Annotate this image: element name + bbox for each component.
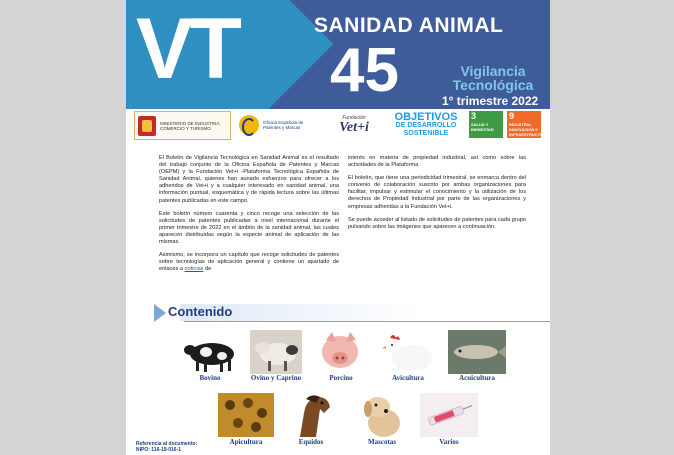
animal-label: Varios — [439, 438, 459, 446]
sdg3-number: 3 — [471, 111, 477, 121]
logo-strip — [126, 111, 550, 139]
animal-label: Avicultura — [392, 374, 424, 382]
animal-mascotas[interactable] — [354, 393, 410, 447]
header-banner — [126, 0, 550, 109]
animal-label: Mascotas — [368, 438, 396, 446]
reference-label: Referencia al documento: — [136, 441, 198, 447]
animal-label: Equidos — [298, 438, 324, 446]
cow-image — [178, 330, 242, 374]
text-column-left — [159, 155, 339, 279]
vet-text: Vet+i — [339, 120, 369, 135]
bulletin-page — [126, 0, 550, 455]
animal-bovino[interactable] — [178, 330, 242, 385]
text-column-right — [348, 155, 526, 237]
periodicity-paragraph: El boletín, que tiene una periodicidad trimestral, se enmarca dentro del convenio de colaboración suscrito por ambas organizaciones para facilitar, impulsar y estimular el conocimiento y la utilización de los derechos de Propiedad Industrial por parte de las organizaciones y empresas adheridas a la Fundación Vet+i. — [348, 175, 526, 210]
vigilancia-label: Vigilancia — [460, 63, 526, 79]
animal-label: Acuicultura — [459, 374, 495, 382]
bees-image — [218, 393, 274, 437]
vet-logo[interactable] — [326, 111, 382, 138]
nipo-label: NIPO: 116-19-016-1 — [136, 447, 182, 453]
oepm-logo[interactable] — [239, 111, 319, 138]
animal-varios[interactable] — [420, 393, 478, 447]
links-text-end: de — [203, 266, 212, 273]
animal-acuicultura[interactable] — [448, 330, 506, 385]
ministerio-text: MINISTERIO DE INDUSTRIA, COMERCIO Y TURISMO — [160, 120, 221, 131]
sdg9-text: INDUSTRIA, INNOVACIÓN E INFRAESTRUCTURA — [509, 122, 549, 137]
arrow-icon — [154, 304, 166, 322]
dog-image — [354, 393, 410, 437]
animal-label: Ovino y Caprino — [250, 374, 302, 382]
animal-equidos[interactable] — [286, 393, 336, 447]
tecnologica-label: Tecnológica — [452, 77, 534, 93]
animal-ovino[interactable] — [250, 330, 302, 390]
links-paragraph — [159, 252, 339, 273]
sdg9-icon[interactable] — [507, 111, 549, 138]
oepm-text: Oficina Española de Patentes y Marcas — [263, 119, 304, 130]
ministerio-logo[interactable] — [134, 111, 231, 140]
syringe-image — [420, 393, 478, 437]
animal-apicultura[interactable] — [218, 393, 274, 447]
links-text: Asimismo, se incorpora un capítulo que recoge solicitudes de patentes sobre tecnologías de aplicación general y contiene un apartado de enlaces a — [159, 252, 339, 273]
ods-line3: SOSTENIBLE — [403, 129, 449, 137]
interest-paragraph: interés en materia de propiedad industrial, así como sobre las actividades de la Plataforma. — [348, 155, 526, 169]
fish-image — [448, 330, 506, 374]
divider — [184, 321, 550, 322]
vigilancia-tecnologica — [448, 64, 538, 92]
animal-porcino[interactable] — [316, 330, 366, 385]
bulletin-title: SANIDAD ANIMAL — [314, 14, 504, 37]
pig-image — [316, 330, 366, 374]
animal-label: Apicultura — [229, 438, 263, 446]
ods-line1: OBJETIVOS — [394, 110, 458, 123]
issue-number: 45 — [330, 36, 399, 105]
ods-line2: DE DESARROLLO — [395, 121, 457, 129]
oepm-icon — [239, 115, 259, 135]
right-margin — [550, 0, 674, 455]
animal-label: Bovino — [199, 374, 221, 382]
sdg9-number: 9 — [509, 111, 515, 121]
sdg3-text: SALUD Y BIENESTAR — [471, 122, 494, 132]
access-paragraph: Se puede acceder al listado de solicitudes de patentes para cada grupo pulsando sobre las imágenes que aparecen a continuación. — [348, 216, 526, 230]
contenido-header — [154, 304, 544, 321]
intro-paragraph: El Boletín de Vigilancia Tecnológica en Sanidad Animal es el resultado del trabajo conjunto de la Oficina Española de Patentes y Marcas (OEPM) y la Fundación Vet+i -Plataforma Tecnológica Española de Sanidad Animal, quienes han aunado esfuerzos para ofrecer a los adheridos de Vet+i y a cualquier interesado en sanidad animal, una información puntual, esquemática y de rápida lectura sobre las últimas patentes publicadas en este campo. — [159, 155, 339, 204]
fundacion-text: Fundación — [342, 115, 366, 121]
coat-of-arms-icon — [138, 116, 156, 136]
contenido-title: Contenido — [168, 304, 233, 319]
goat-image — [250, 330, 302, 374]
sdg3-icon[interactable] — [469, 111, 503, 138]
selection-paragraph: Este boletín número cuarenta y cinco recoge una selección de las solicitudes de patentes publicadas a nivel internacional durante el primer trimestre de 2022 en el ámbito de la sanidad animal, las cuales aparecen distribuidas según la especie animal de aplicación de las mismas. — [159, 210, 339, 246]
ods-logo[interactable] — [385, 111, 467, 138]
chicken-image — [380, 330, 436, 374]
vt-logo: VT — [136, 1, 238, 97]
left-margin — [0, 0, 126, 455]
animal-label: Porcino — [329, 374, 353, 382]
noticias-link[interactable]: noticias — [184, 266, 204, 273]
horse-image — [286, 393, 336, 437]
document-reference — [136, 441, 197, 453]
animal-avicultura[interactable] — [380, 330, 436, 385]
quarter-label: 1° trimestre 2022 — [442, 94, 539, 108]
